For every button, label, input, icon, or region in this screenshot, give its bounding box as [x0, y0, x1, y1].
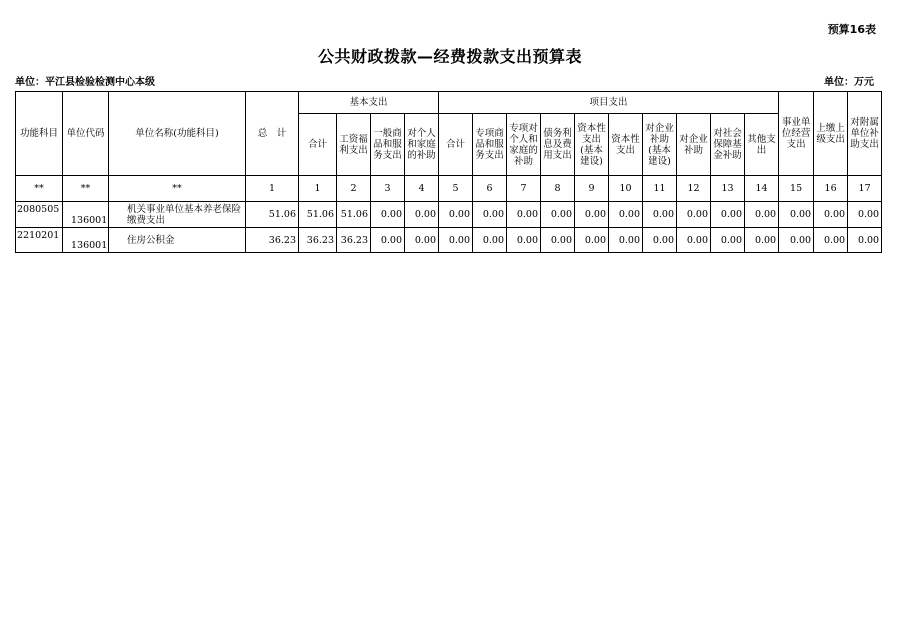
row-value: 0.00 — [439, 228, 473, 253]
column-index-cell: ** — [109, 176, 246, 202]
row-value: 0.00 — [677, 228, 711, 253]
column-index-cell: 7 — [507, 176, 541, 202]
row-value: 51.06 — [246, 202, 299, 228]
header-total: 总 计 — [246, 92, 299, 176]
row-value: 36.23 — [299, 228, 337, 253]
row-value: 0.00 — [745, 202, 779, 228]
column-index-cell: 4 — [405, 176, 439, 202]
row-unit-name: 住房公积金 — [109, 228, 246, 253]
column-index-cell: 6 — [473, 176, 507, 202]
header-basic-expenditure: 基本支出 — [299, 92, 439, 114]
column-index-cell: 2 — [337, 176, 371, 202]
column-index-cell: 1 — [299, 176, 337, 202]
row-value: 0.00 — [575, 228, 609, 253]
row-func-code: 2080505 — [16, 202, 63, 228]
index-row — [16, 176, 882, 202]
header-func-subject: 功能科目 — [16, 92, 63, 176]
header-project-1: 专项商品和服务支出 — [473, 114, 507, 176]
header-project-6: 对企业补助(基本建设) — [643, 114, 677, 176]
header-project-7: 对企业补助 — [677, 114, 711, 176]
row-value: 0.00 — [643, 202, 677, 228]
row-func-code: 2210201 — [16, 228, 63, 253]
column-index-cell: ** — [16, 176, 63, 202]
column-index-cell: ** — [63, 176, 109, 202]
row-value: 0.00 — [439, 202, 473, 228]
row-value: 0.00 — [507, 228, 541, 253]
page-title: 公共财政拨款—经费拨款支出预算表 — [317, 47, 582, 66]
row-value: 0.00 — [609, 228, 643, 253]
row-value: 0.00 — [541, 228, 575, 253]
row-value: 0.00 — [711, 202, 745, 228]
row-value: 0.00 — [507, 202, 541, 228]
column-index-cell: 9 — [575, 176, 609, 202]
column-index-cell: 17 — [848, 176, 882, 202]
row-value: 0.00 — [814, 202, 848, 228]
header-project-5: 资本性支出 — [609, 114, 643, 176]
unit-name-label: 单位：平江县检验检测中心本级 — [15, 77, 155, 88]
table-row — [16, 228, 882, 253]
column-index-cell: 12 — [677, 176, 711, 202]
column-index-cell: 16 — [814, 176, 848, 202]
header-project-3: 债务利息及费用支出 — [541, 114, 575, 176]
header-basic-3: 对个人和家庭的补助 — [405, 114, 439, 176]
header-unit-name: 单位名称(功能科目) — [109, 92, 246, 176]
row-value: 0.00 — [779, 228, 814, 253]
row-value: 0.00 — [405, 228, 439, 253]
row-value: 0.00 — [473, 228, 507, 253]
column-index-cell: 5 — [439, 176, 473, 202]
currency-unit-label: 单位：万元 — [824, 77, 874, 88]
row-value: 0.00 — [848, 228, 882, 253]
column-index-cell: 14 — [745, 176, 779, 202]
header-project-2: 专项对个人和家庭的补助 — [507, 114, 541, 176]
header-project-9: 其他支出 — [745, 114, 779, 176]
sheet-number: 预算16表 — [827, 23, 876, 36]
header-tail-0: 事业单位经营支出 — [779, 92, 814, 176]
header-basic-0: 合计 — [299, 114, 337, 176]
row-value: 0.00 — [473, 202, 507, 228]
column-index-cell: 3 — [371, 176, 405, 202]
column-index-cell: 15 — [779, 176, 814, 202]
row-unit-name: 机关事业单位基本养老保险缴费支出 — [109, 202, 246, 228]
column-index-cell: 10 — [609, 176, 643, 202]
column-index-cell: 1 — [246, 176, 299, 202]
row-value: 51.06 — [299, 202, 337, 228]
row-value: 0.00 — [609, 202, 643, 228]
budget-table — [15, 91, 882, 253]
row-value: 0.00 — [711, 228, 745, 253]
row-value: 36.23 — [246, 228, 299, 253]
row-value: 0.00 — [745, 228, 779, 253]
header-project-4: 资本性支出(基本建设) — [575, 114, 609, 176]
header-unit-code: 单位代码 — [63, 92, 109, 176]
header-project-expenditure: 项目支出 — [439, 92, 779, 114]
row-value: 0.00 — [405, 202, 439, 228]
row-value: 36.23 — [337, 228, 371, 253]
row-unit-code: 136001 — [63, 202, 109, 228]
column-index-cell: 8 — [541, 176, 575, 202]
column-index-cell: 13 — [711, 176, 745, 202]
row-value: 0.00 — [371, 202, 405, 228]
header-project-8: 对社会保障基金补助 — [711, 114, 745, 176]
row-value: 0.00 — [643, 228, 677, 253]
row-value: 51.06 — [337, 202, 371, 228]
header-basic-2: 一般商品和服务支出 — [371, 114, 405, 176]
row-unit-code: 136001 — [63, 228, 109, 253]
row-value: 0.00 — [541, 202, 575, 228]
row-value: 0.00 — [848, 202, 882, 228]
row-value: 0.00 — [779, 202, 814, 228]
row-value: 0.00 — [677, 202, 711, 228]
row-value: 0.00 — [371, 228, 405, 253]
row-value: 0.00 — [814, 228, 848, 253]
header-basic-1: 工资福利支出 — [337, 114, 371, 176]
table-row — [16, 202, 882, 228]
column-index-cell: 11 — [643, 176, 677, 202]
header-project-0: 合计 — [439, 114, 473, 176]
header-tail-1: 上缴上级支出 — [814, 92, 848, 176]
row-value: 0.00 — [575, 202, 609, 228]
header-tail-2: 对附属单位补助支出 — [848, 92, 882, 176]
